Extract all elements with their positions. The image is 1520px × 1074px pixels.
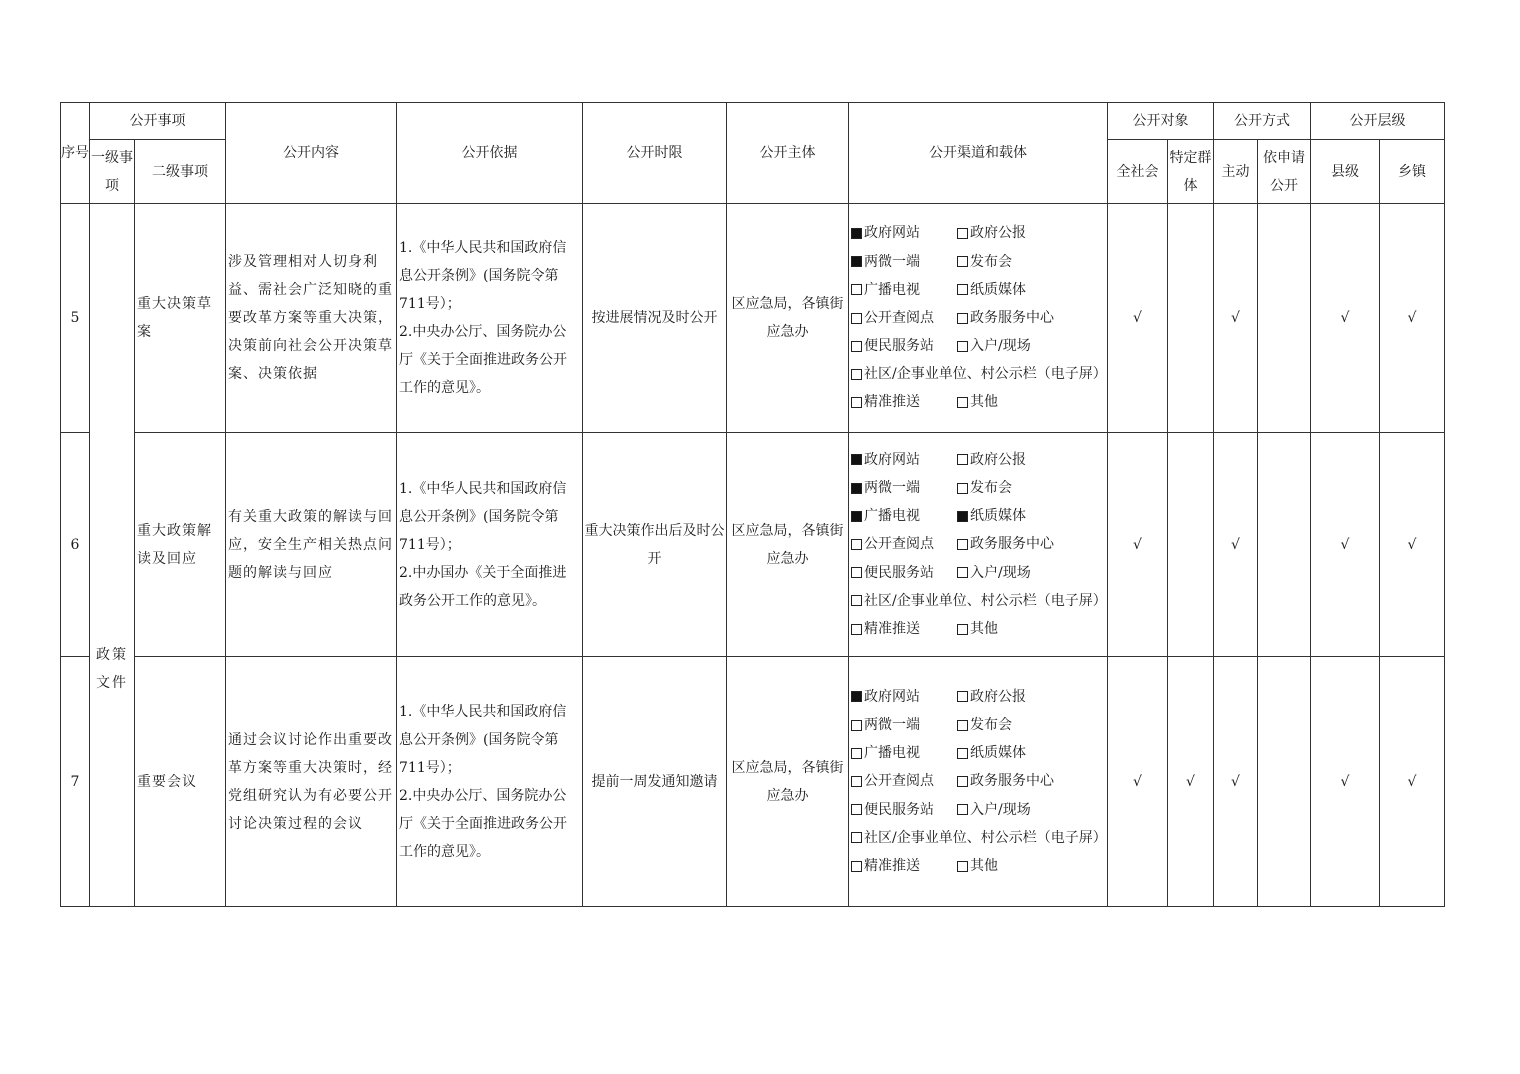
channel-option[interactable] [851, 332, 957, 360]
channel-row [851, 739, 1105, 767]
channel-label: 政务服务中心 [970, 536, 1054, 553]
channel-option[interactable] [957, 711, 1012, 739]
channel-label: 政府公报 [970, 688, 1026, 705]
row-seq: 5 [61, 204, 90, 433]
channel-label: 广播电视 [864, 281, 920, 298]
channel-label: 发布会 [970, 717, 1012, 734]
header-level-county: 县级 [1311, 140, 1380, 204]
table-row [61, 657, 1445, 907]
table-row [61, 433, 1445, 657]
channel-option[interactable] [851, 559, 957, 587]
channel-label: 两微一端 [864, 253, 920, 270]
unchecked-box-icon[interactable] [851, 567, 862, 578]
channel-row [851, 388, 1105, 416]
row-deadline: 提前一周发通知邀请 [583, 657, 727, 907]
channel-option[interactable] [851, 360, 1107, 388]
unchecked-box-icon[interactable] [851, 624, 862, 635]
channel-option[interactable] [957, 852, 998, 880]
header-item-group: 公开事项 [90, 103, 226, 140]
channel-option[interactable] [957, 219, 1026, 247]
channel-option[interactable] [957, 474, 1012, 502]
table-row [61, 204, 1445, 433]
checked-box-icon[interactable] [851, 691, 862, 702]
row-basis [397, 433, 583, 657]
basis-line: 2.中央办公厅、国务院办公厅《关于全面推进政务公开工作的意见》。 [399, 324, 567, 396]
channel-label: 公开查阅点 [864, 773, 934, 790]
channel-option[interactable] [957, 767, 1054, 795]
channel-option[interactable] [957, 530, 1054, 558]
channel-list [851, 446, 1105, 643]
unchecked-box-icon[interactable] [957, 720, 968, 731]
channel-row [851, 559, 1105, 587]
header-level-town: 乡镇 [1380, 140, 1445, 204]
channel-row [851, 446, 1105, 474]
channel-option[interactable] [851, 852, 957, 880]
check-mode-request [1258, 204, 1311, 433]
row-basis [397, 204, 583, 433]
unchecked-box-icon[interactable] [851, 804, 862, 815]
channel-option[interactable] [851, 474, 957, 502]
row-deadline: 重大决策作出后及时公开 [583, 433, 727, 657]
row-content: 有关重大政策的解读与回应，安全生产相关热点问题的解读与回应 [226, 433, 397, 657]
channel-label: 入户/现场 [970, 564, 1031, 581]
row-seq: 7 [61, 657, 90, 907]
channel-row [851, 796, 1105, 824]
channel-option[interactable] [851, 711, 957, 739]
unchecked-box-icon[interactable] [957, 748, 968, 759]
channel-list [851, 683, 1105, 880]
channel-label: 政府公报 [970, 451, 1026, 468]
row-channels [849, 204, 1108, 433]
channel-row [851, 304, 1105, 332]
check-mode-active: √ [1214, 204, 1258, 433]
channel-label: 其他 [970, 394, 998, 411]
row-content: 通过会议讨论作出重要改革方案等重大决策时，经党组研究认为有必要公开讨论决策过程的会议 [226, 657, 397, 907]
channel-row [851, 530, 1105, 558]
unchecked-box-icon[interactable] [957, 804, 968, 815]
channel-row [851, 474, 1105, 502]
channel-label: 政府网站 [864, 688, 920, 705]
header-subject: 公开主体 [727, 103, 849, 204]
header-mode-group: 公开方式 [1214, 103, 1311, 140]
channel-row [851, 332, 1105, 360]
unchecked-box-icon[interactable] [851, 284, 862, 295]
channel-label: 发布会 [970, 253, 1012, 270]
channel-label: 精准推送 [864, 620, 920, 637]
unchecked-box-icon[interactable] [957, 454, 968, 465]
basis-line: 2.中办国办《关于全面推进政务公开工作的意见》。 [399, 564, 567, 609]
check-mode-active: √ [1214, 657, 1258, 907]
check-mode-request [1258, 433, 1311, 657]
header-channels: 公开渠道和载体 [849, 103, 1108, 204]
channel-option[interactable] [957, 276, 1026, 304]
channel-option[interactable] [851, 587, 1107, 615]
unchecked-box-icon[interactable] [957, 567, 968, 578]
channel-row [851, 615, 1105, 643]
channel-option[interactable] [957, 248, 1012, 276]
unchecked-box-icon[interactable] [957, 228, 968, 239]
channel-label: 纸质媒体 [970, 281, 1026, 298]
channel-label: 两微一端 [864, 480, 920, 497]
channel-option[interactable] [957, 615, 998, 643]
header-level1: 一级事项 [90, 140, 135, 204]
channel-label: 广播电视 [864, 508, 920, 525]
channel-option[interactable] [851, 615, 957, 643]
unchecked-box-icon[interactable] [851, 341, 862, 352]
channel-label: 两微一端 [864, 717, 920, 734]
row-content: 涉及管理相对人切身利益、需社会广泛知晓的重要改革方案等重大决策，决策前向社会公开决策草案、决策依据 [226, 204, 397, 433]
check-level-county: √ [1311, 204, 1380, 433]
unchecked-box-icon[interactable] [957, 539, 968, 550]
channel-row [851, 248, 1105, 276]
channel-label: 纸质媒体 [970, 745, 1026, 762]
table-header [61, 103, 1445, 204]
header-basis: 公开依据 [397, 103, 583, 204]
check-level-county: √ [1311, 433, 1380, 657]
channel-label: 精准推送 [864, 857, 920, 874]
checked-box-icon[interactable] [851, 256, 862, 267]
header-mode-active: 主动 [1214, 140, 1258, 204]
channel-label: 政府网站 [864, 451, 920, 468]
channel-option[interactable] [851, 219, 957, 247]
channel-label: 精准推送 [864, 394, 920, 411]
unchecked-box-icon[interactable] [957, 313, 968, 324]
checked-box-icon[interactable] [957, 511, 968, 522]
check-mode-request [1258, 657, 1311, 907]
channel-option[interactable] [851, 683, 957, 711]
header-level-group: 公开层级 [1311, 103, 1445, 140]
unchecked-box-icon[interactable] [851, 313, 862, 324]
disclosure-table [60, 102, 1445, 907]
channel-option[interactable] [851, 530, 957, 558]
row-channels [849, 433, 1108, 657]
check-target-specific [1168, 433, 1214, 657]
check-target-all: √ [1108, 657, 1168, 907]
channel-label: 其他 [970, 857, 998, 874]
channel-option[interactable] [957, 332, 1031, 360]
basis-line: 1.《中华人民共和国政府信息公开条例》(国务院令第711号）； [399, 240, 567, 312]
channel-row [851, 360, 1105, 388]
channel-option[interactable] [851, 796, 957, 824]
header-target-specific: 特定群体 [1168, 140, 1214, 204]
row-subject: 区应急局，各镇街应急办 [727, 433, 849, 657]
unchecked-box-icon[interactable] [957, 284, 968, 295]
channel-label: 广播电视 [864, 745, 920, 762]
unchecked-box-icon[interactable] [851, 861, 862, 872]
channel-label: 社区/企事业单位、村公示栏（电子屏） [864, 592, 1107, 609]
unchecked-box-icon[interactable] [851, 720, 862, 731]
channel-row [851, 587, 1105, 615]
header-deadline: 公开时限 [583, 103, 727, 204]
check-level-town: √ [1380, 204, 1445, 433]
level1-label: 政策文件 [96, 647, 128, 691]
channel-row [851, 767, 1105, 795]
unchecked-box-icon[interactable] [957, 483, 968, 494]
channel-label: 社区/企事业单位、村公示栏（电子屏） [864, 366, 1107, 383]
channel-option[interactable] [851, 739, 957, 767]
check-mode-active: √ [1214, 433, 1258, 657]
channel-label: 政务服务中心 [970, 773, 1054, 790]
header-target-group: 公开对象 [1108, 103, 1214, 140]
header-content: 公开内容 [226, 103, 397, 204]
channel-label: 公开查阅点 [864, 309, 934, 326]
channel-row [851, 852, 1105, 880]
basis-line: 1.《中华人民共和国政府信息公开条例》(国务院令第711号）； [399, 703, 567, 776]
channel-row [851, 711, 1105, 739]
channel-label: 纸质媒体 [970, 508, 1026, 525]
checked-box-icon[interactable] [851, 228, 862, 239]
channel-label: 便民服务站 [864, 338, 934, 355]
check-level-town: √ [1380, 433, 1445, 657]
checked-box-icon[interactable] [851, 511, 862, 522]
unchecked-box-icon[interactable] [851, 776, 862, 787]
channel-label: 便民服务站 [864, 564, 934, 581]
check-target-all: √ [1108, 204, 1168, 433]
channel-label: 公开查阅点 [864, 536, 934, 553]
row-basis [397, 657, 583, 907]
channel-row [851, 824, 1105, 852]
channel-list [851, 219, 1105, 416]
row-deadline: 按进展情况及时公开 [583, 204, 727, 433]
channel-option[interactable] [851, 388, 957, 416]
channel-option[interactable] [851, 304, 957, 332]
basis-line: 1.《中华人民共和国政府信息公开条例》(国务院令第711号）； [399, 480, 567, 553]
checked-box-icon[interactable] [851, 483, 862, 494]
channel-label: 政务服务中心 [970, 309, 1054, 326]
check-level-town: √ [1380, 657, 1445, 907]
unchecked-box-icon[interactable] [957, 624, 968, 635]
channel-label: 发布会 [970, 480, 1012, 497]
channel-option[interactable] [957, 739, 1026, 767]
unchecked-box-icon[interactable] [957, 861, 968, 872]
channel-option[interactable] [851, 248, 957, 276]
row-subject: 区应急局，各镇街应急办 [727, 657, 849, 907]
unchecked-box-icon[interactable] [957, 691, 968, 702]
channel-option[interactable] [851, 276, 957, 304]
row-level2: 重大决策草案 [135, 204, 226, 433]
channel-label: 其他 [970, 620, 998, 637]
channel-label: 入户/现场 [970, 338, 1031, 355]
channel-label: 便民服务站 [864, 801, 934, 818]
channel-row [851, 683, 1105, 711]
level1-cell [90, 204, 135, 907]
channel-option[interactable] [851, 502, 957, 530]
channel-option[interactable] [851, 767, 957, 795]
unchecked-box-icon[interactable] [851, 748, 862, 759]
channel-option[interactable] [957, 796, 1031, 824]
channel-row [851, 276, 1105, 304]
header-seq: 序号 [61, 103, 90, 204]
channel-option[interactable] [957, 388, 998, 416]
unchecked-box-icon[interactable] [851, 397, 862, 408]
channel-option[interactable] [957, 304, 1054, 332]
unchecked-box-icon[interactable] [957, 776, 968, 787]
channel-option[interactable] [957, 683, 1026, 711]
row-channels [849, 657, 1108, 907]
header-level2: 二级事项 [135, 140, 226, 204]
basis-line: 2.中央办公厅、国务院办公厅《关于全面推进政务公开工作的意见》。 [399, 787, 567, 860]
channel-row [851, 219, 1105, 247]
channel-label: 政府公报 [970, 225, 1026, 242]
channel-option[interactable] [851, 446, 957, 474]
unchecked-box-icon[interactable] [851, 539, 862, 550]
header-mode-request: 依申请公开 [1258, 140, 1311, 204]
check-level-county: √ [1311, 657, 1380, 907]
row-level2: 重大政策解读及回应 [135, 433, 226, 657]
channel-label: 入户/现场 [970, 801, 1031, 818]
header-target-all: 全社会 [1108, 140, 1168, 204]
unchecked-box-icon[interactable] [851, 832, 862, 843]
checked-box-icon[interactable] [851, 454, 862, 465]
check-target-all: √ [1108, 433, 1168, 657]
unchecked-box-icon[interactable] [851, 369, 862, 380]
check-target-specific [1168, 204, 1214, 433]
check-target-specific: √ [1168, 657, 1214, 907]
channel-option[interactable] [851, 824, 1107, 852]
channel-option[interactable] [957, 446, 1026, 474]
unchecked-box-icon[interactable] [851, 595, 862, 606]
row-seq: 6 [61, 433, 90, 657]
unchecked-box-icon[interactable] [957, 341, 968, 352]
channel-option[interactable] [957, 502, 1026, 530]
unchecked-box-icon[interactable] [957, 397, 968, 408]
channel-label: 政府网站 [864, 225, 920, 242]
channel-option[interactable] [957, 559, 1031, 587]
channel-row [851, 502, 1105, 530]
unchecked-box-icon[interactable] [957, 256, 968, 267]
table-body [61, 204, 1445, 907]
channel-label: 社区/企事业单位、村公示栏（电子屏） [864, 829, 1107, 846]
row-level2: 重要会议 [135, 657, 226, 907]
row-subject: 区应急局，各镇街应急办 [727, 204, 849, 433]
